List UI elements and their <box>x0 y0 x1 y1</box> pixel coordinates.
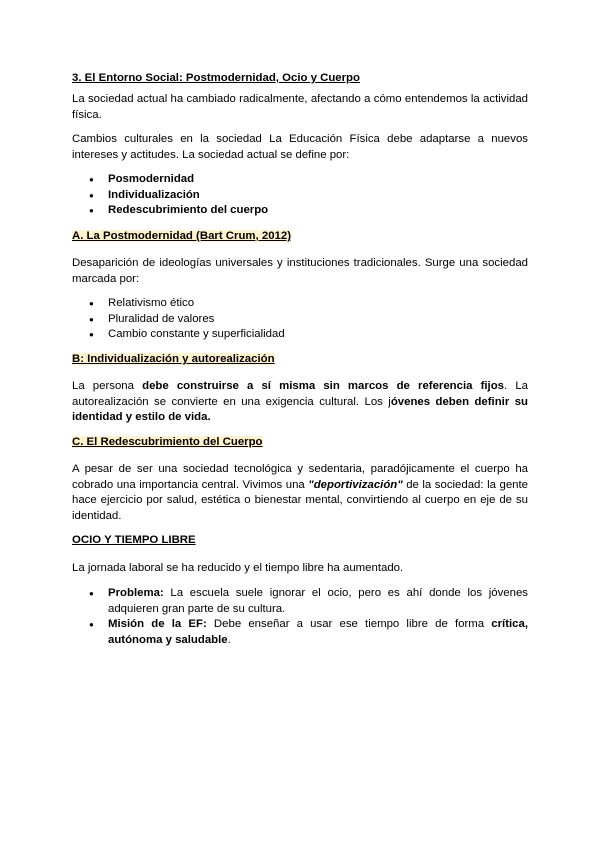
list-a <box>72 296 528 343</box>
define-list <box>72 172 528 219</box>
paragraph-c <box>72 462 528 524</box>
item-label: Problema: <box>108 587 164 599</box>
text-run: La persona <box>72 380 143 392</box>
heading-c <box>72 435 528 451</box>
heading-a-text: A. La Postmodernidad (Bart Crum, 2012) <box>72 230 291 242</box>
list-item-text: Redescubrimiento del cuerpo <box>108 204 269 217</box>
paragraph-b <box>72 379 528 426</box>
bold-run: debe construirse a sí misma sin marcos de referencia fijos <box>142 380 505 392</box>
list-item: ● Cambio constante y superficialidad <box>72 327 528 343</box>
item-end: . <box>227 633 231 646</box>
text-run: A pesar de ser una sociedad tecnológica y sedentaria, paradójicamente el cuerpo ha cobrado una importancia central. Vivimos una <box>72 463 528 491</box>
intro-paragraph-1: La sociedad actual ha cambiado radicalmente, afectando a cómo entendemos la actividad física. <box>72 93 528 121</box>
list-item <box>72 617 528 648</box>
heading-a <box>72 229 528 245</box>
paragraph-a: Desaparición de ideologías universales y instituciones tradicionales. Surge una sociedad marcada por: <box>72 257 528 285</box>
list-item <box>72 172 528 188</box>
text-run: de la sociedad: la gente hace ejercicio por salud, estética o bienestar mental, convirtiendo al cuerpo en eje de su identidad. <box>72 478 528 522</box>
heading-c-text: C. El Redescubrimiento del Cuerpo <box>72 436 263 448</box>
list-item <box>72 586 528 617</box>
list-item: ● Relativismo ético <box>72 296 528 312</box>
list-item: ● Pluralidad de valores <box>72 312 528 328</box>
list-item <box>72 203 528 219</box>
paragraph-ocio: La jornada laboral se ha reducido y el tiempo libre ha aumentado. <box>72 562 404 574</box>
heading-b-text: B: Individualización y autorealización <box>72 353 275 365</box>
list-item-text: Posmodernidad <box>108 173 195 185</box>
item-text: La escuela suele ignorar el ocio, pero es ahí donde los jóvenes adquieren gran parte de su cultura. <box>108 587 528 615</box>
heading-b <box>72 352 528 368</box>
bold-italic-run: "deportivización" <box>308 478 403 491</box>
item-text: Debe enseñar a usar ese tiempo libre de forma <box>206 618 492 631</box>
heading-ocio: OCIO Y TIEMPO LIBRE <box>72 534 196 546</box>
bold-run: óvenes deben definir su identidad y estilo de vida. <box>72 395 528 424</box>
intro-paragraph-2: Cambios culturales en la sociedad La Educación Física debe adaptarse a nuevos intereses y actitudes. La sociedad actual se define por: <box>72 133 528 161</box>
section-title: 3. El Entorno Social: Postmodernidad, Ocio y Cuerpo <box>72 72 360 84</box>
ocio-list <box>72 586 528 648</box>
text-run: . La autorealización se convierte en una exigencia cultural. Los j <box>72 380 528 408</box>
list-item-text: Individualización <box>108 188 200 201</box>
item-label: Misión de la EF: <box>108 618 207 631</box>
list-item <box>72 188 528 204</box>
item-bold: crítica, autónoma y saludable <box>108 618 528 646</box>
